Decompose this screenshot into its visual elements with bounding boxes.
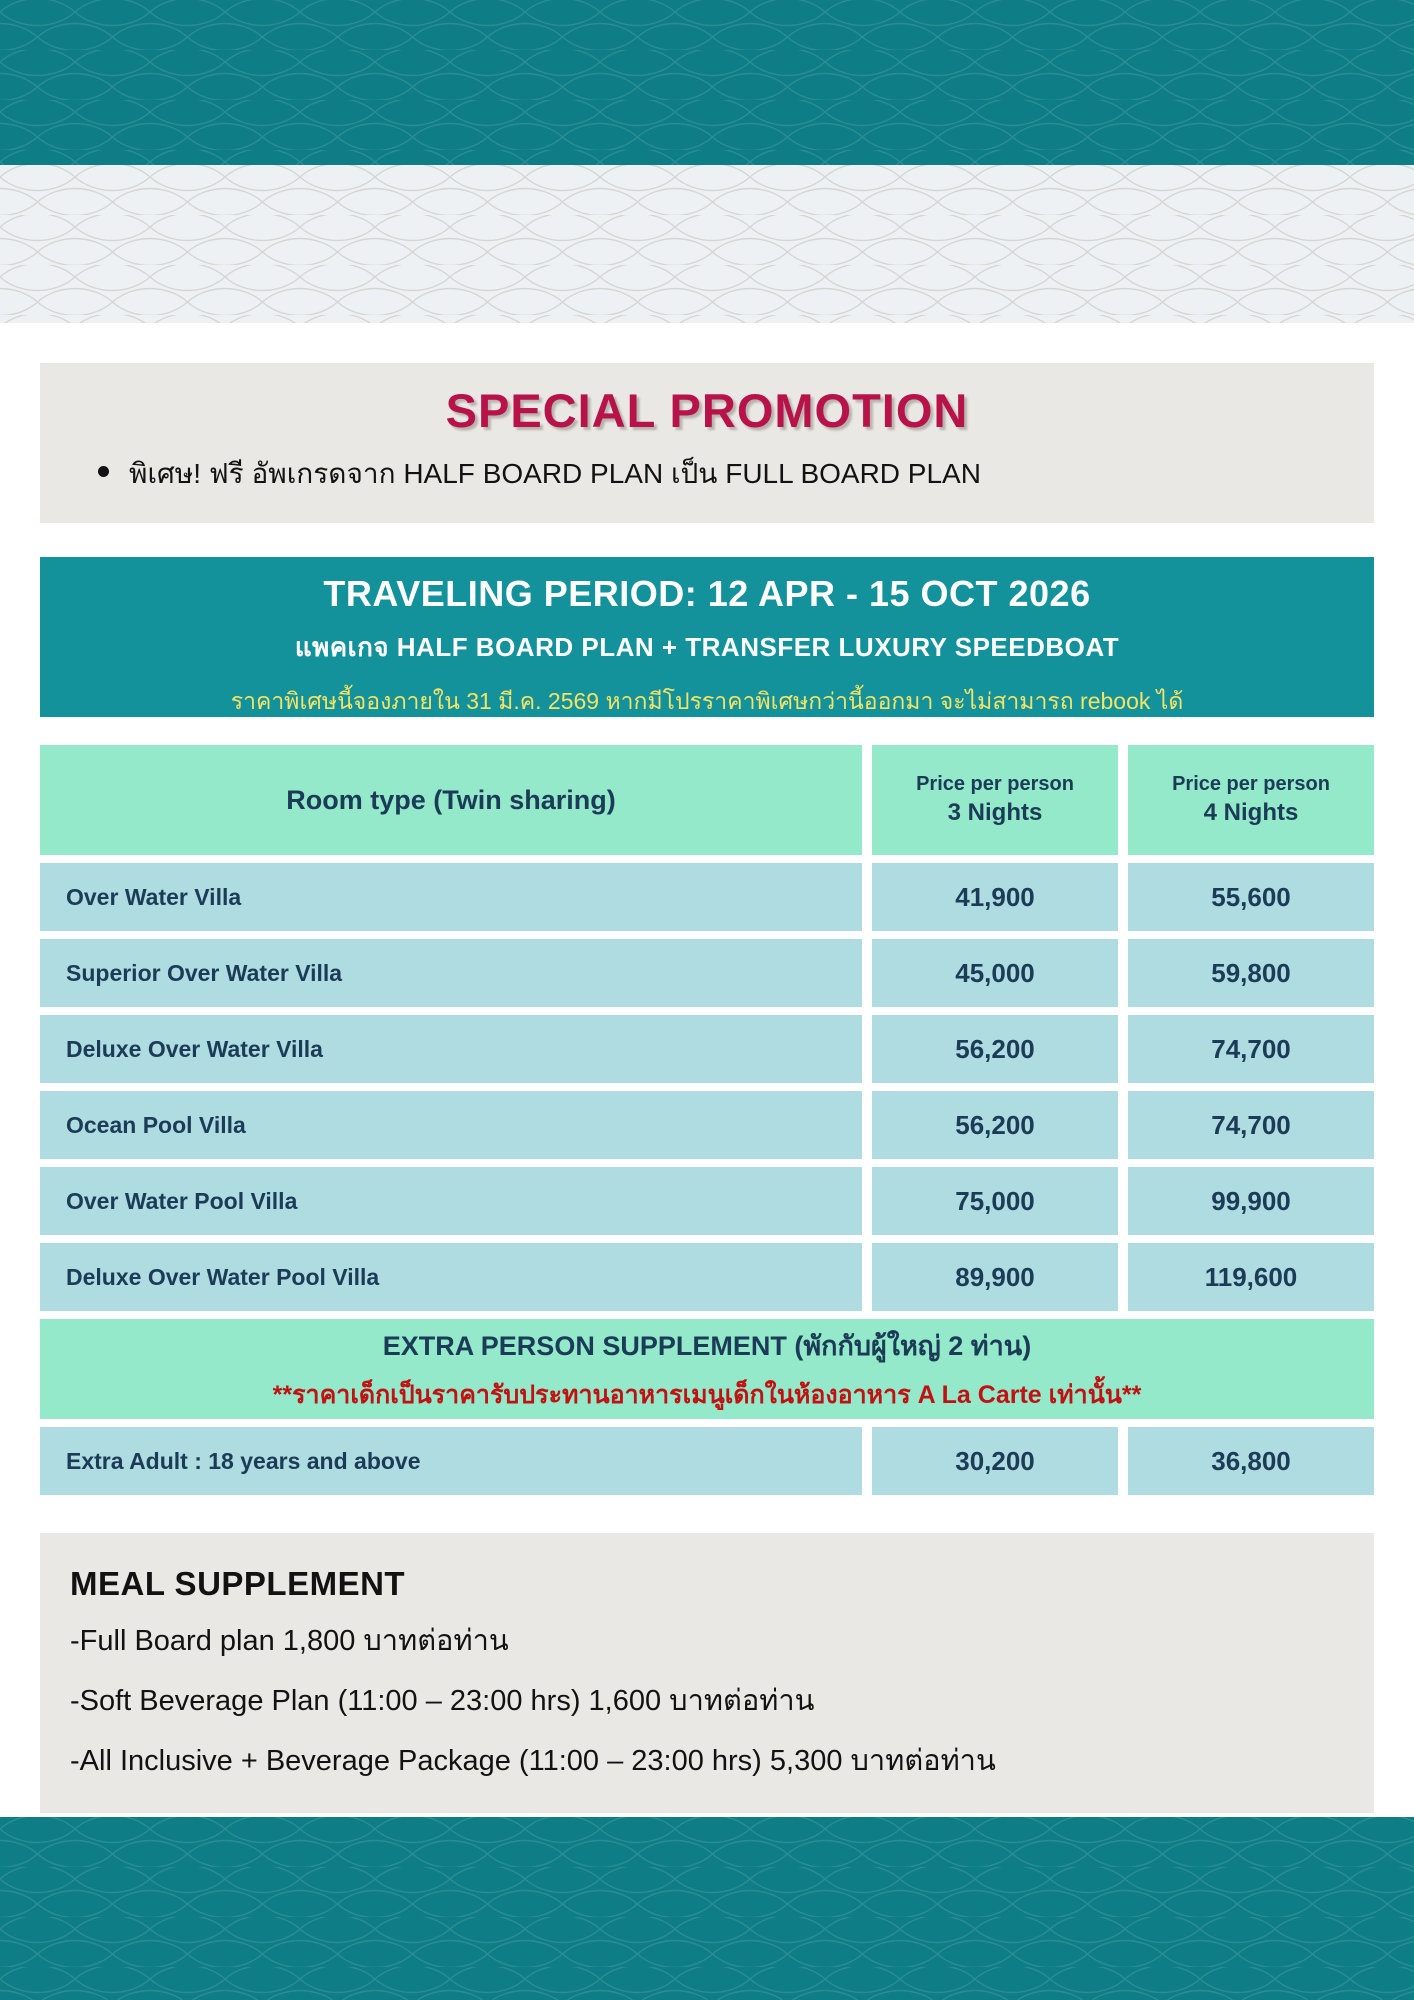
extra-adult-row-name: Extra Adult : 18 years and above — [40, 1427, 862, 1495]
traveling-period-title: TRAVELING PERIOD: 12 APR - 15 OCT 2026 — [323, 573, 1091, 614]
meal-option-all-inclusive: -All Inclusive + Beverage Package (11:00 – 23:00 hrs) 5,300 บาทต่อท่าน — [70, 1745, 996, 1777]
price-table — [40, 745, 1374, 1495]
table-row-price-3n: 89,900 — [872, 1243, 1118, 1311]
table-row-room-name: Deluxe Over Water Villa — [40, 1015, 862, 1083]
booking-deadline-note: ราคาพิเศษนี้จองภายใน 31 มี.ค. 2569 หากมีโปรราคาพิเศษกว่านี้ออกมา จะไม่สามารถ rebook ได้ — [230, 688, 1184, 714]
table-row-room-name: Over Water Pool Villa — [40, 1167, 862, 1235]
bullet-dot-icon — [98, 466, 109, 477]
meal-option-soft-beverage: -Soft Beverage Plan (11:00 – 23:00 hrs) 1,600 บาทต่อท่าน — [70, 1685, 815, 1717]
table-row-price-4n: 99,900 — [1128, 1167, 1374, 1235]
price-per-person-label: Price per person — [1172, 772, 1330, 795]
extra-person-supplement-banner — [40, 1319, 1374, 1419]
wave-pattern-icon — [0, 165, 1414, 323]
bottom-banner — [0, 1817, 1414, 2000]
table-row-price-4n: 74,700 — [1128, 1091, 1374, 1159]
extra-supplement-title: EXTRA PERSON SUPPLEMENT (พักกับผู้ใหญ่ 2 ท่าน) — [382, 1330, 1032, 1361]
traveling-period-box — [40, 557, 1374, 717]
table-row-price-3n: 75,000 — [872, 1167, 1118, 1235]
table-row-room-name: Superior Over Water Villa — [40, 939, 862, 1007]
header-4-nights — [1128, 745, 1374, 855]
light-wave-band — [0, 165, 1414, 323]
nights-3-label: 3 Nights — [947, 798, 1043, 826]
promo-bullet-text: พิเศษ! ฟรี อัพเกรดจาก HALF BOARD PLAN เป็น FULL BOARD PLAN — [129, 458, 981, 489]
wave-pattern-icon — [0, 1817, 1414, 2000]
table-row-price-3n: 56,200 — [872, 1015, 1118, 1083]
table-row-price-3n: 45,000 — [872, 939, 1118, 1007]
meal-supplement-title: MEAL SUPPLEMENT — [70, 1565, 406, 1602]
nights-4-label: 4 Nights — [1203, 798, 1299, 826]
header-room-type-label: Room type (Twin sharing) — [286, 784, 616, 815]
extra-adult-price-3n: 30,200 — [872, 1427, 1118, 1495]
header-room-type — [40, 745, 862, 855]
table-row-price-3n: 41,900 — [872, 863, 1118, 931]
table-row-price-4n: 119,600 — [1128, 1243, 1374, 1311]
table-row-room-name: Over Water Villa — [40, 863, 862, 931]
wave-pattern-icon — [0, 0, 1414, 165]
promo-title: SPECIAL PROMOTION — [445, 384, 969, 437]
table-row-price-4n: 59,800 — [1128, 939, 1374, 1007]
header-3-nights — [872, 745, 1118, 855]
table-row-room-name: Deluxe Over Water Pool Villa — [40, 1243, 862, 1311]
extra-adult-price-4n: 36,800 — [1128, 1427, 1374, 1495]
price-per-person-label: Price per person — [916, 772, 1074, 795]
promo-bullet-item — [80, 452, 1334, 496]
table-row-room-name: Ocean Pool Villa — [40, 1091, 862, 1159]
package-subtitle: แพคเกจ HALF BOARD PLAN + TRANSFER LUXURY SPEEDBOAT — [294, 632, 1120, 662]
meal-supplement-box — [40, 1533, 1374, 1813]
meal-option-full-board: -Full Board plan 1,800 บาทต่อท่าน — [70, 1625, 509, 1657]
child-price-warning: **ราคาเด็กเป็นราคารับประทานอาหารเมนูเด็กในห้องอาหาร A La Carte เท่านั้น** — [272, 1380, 1142, 1409]
table-row-price-3n: 56,200 — [872, 1091, 1118, 1159]
top-banner — [0, 0, 1414, 165]
special-promotion-box — [40, 363, 1374, 523]
table-row-price-4n: 74,700 — [1128, 1015, 1374, 1083]
table-row-price-4n: 55,600 — [1128, 863, 1374, 931]
